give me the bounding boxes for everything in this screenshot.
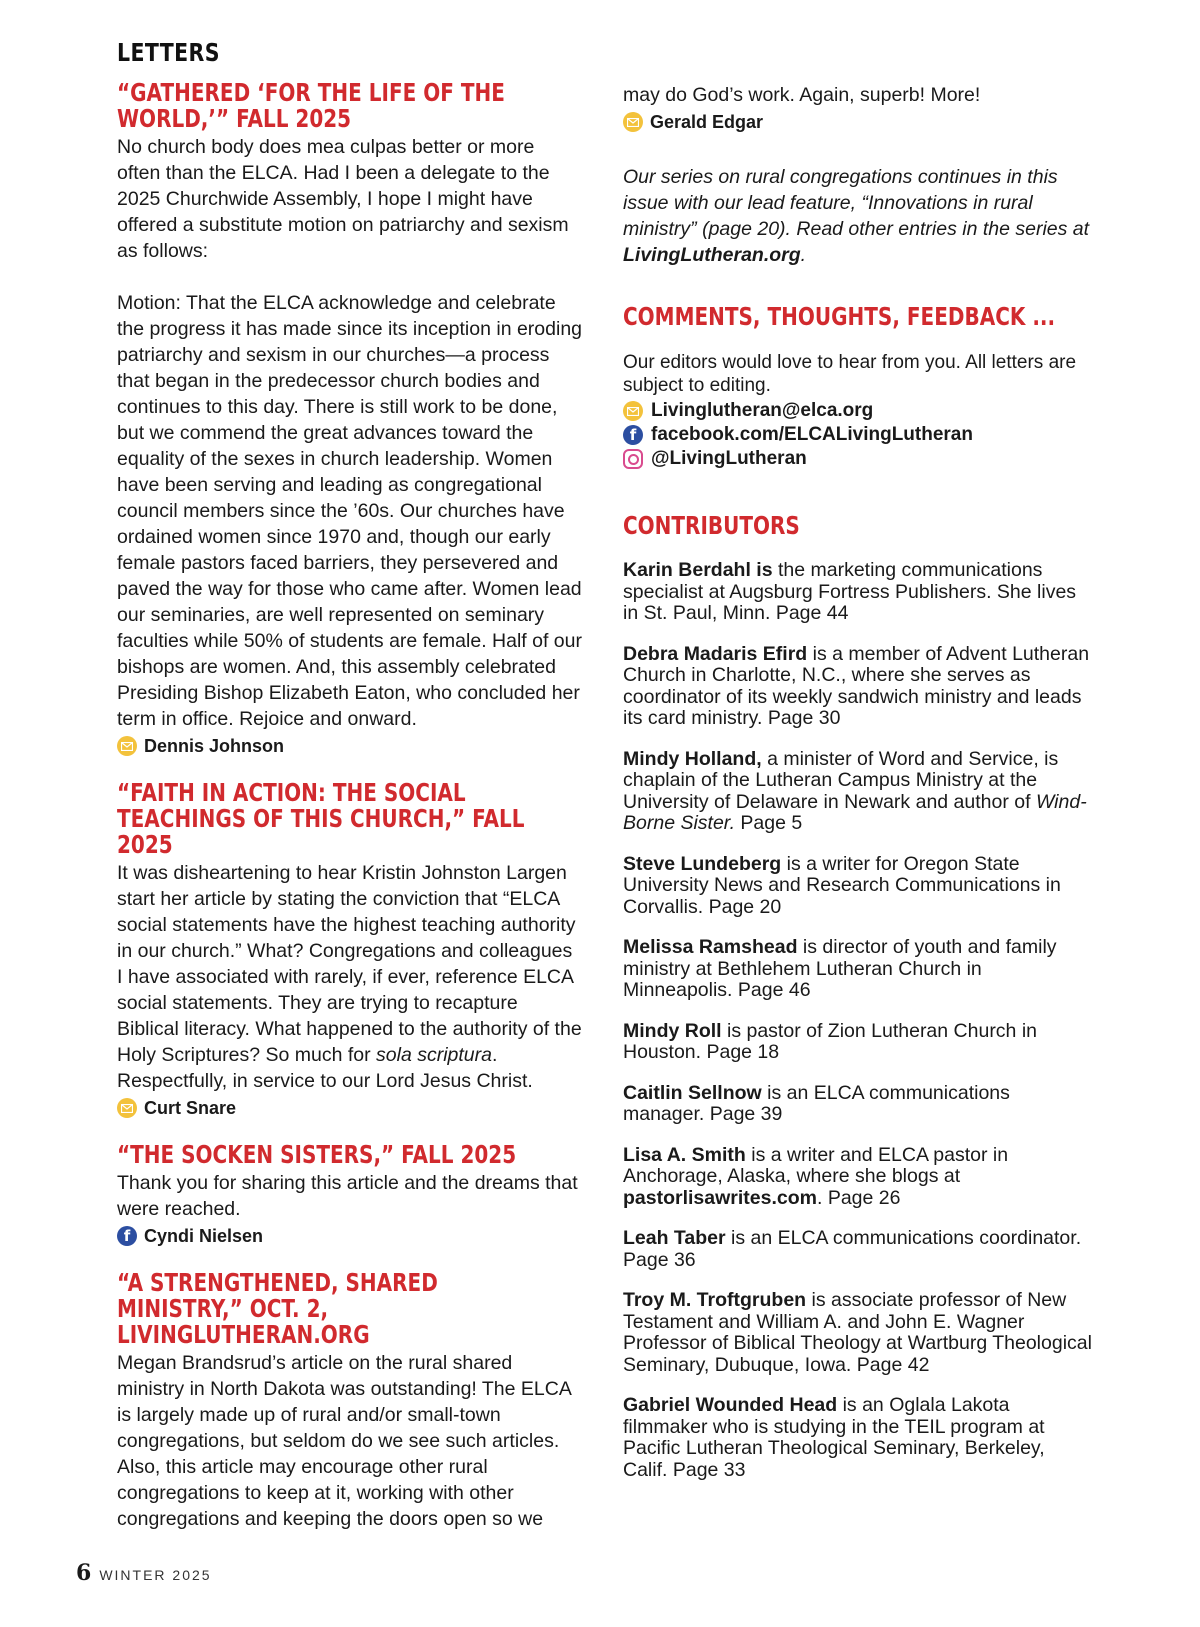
letter-author: Dennis Johnson bbox=[144, 736, 285, 756]
letter-headline: “GATHERED ‘FOR THE LIFE OF THE WORLD,’” FALL 2025 bbox=[117, 78, 505, 133]
letter-2 bbox=[117, 780, 582, 1120]
letter-3 bbox=[117, 1142, 582, 1248]
contributor-item: Debra Madaris Efird is a member of Advent Lutheran Church in Charlotte, N.C., where she serves as coordinator of its weekly sandwich ministry and leads its card ministry. Page 30 bbox=[623, 642, 1090, 729]
contributor-item: Melissa Ramshead is director of youth and family ministry at Bethlehem Lutheran Church in Minneapolis. Page 46 bbox=[623, 936, 1057, 1001]
right-column bbox=[623, 82, 1093, 1500]
letter-continuation: may do God’s work. Again, superb! More! bbox=[623, 84, 981, 106]
email-link[interactable]: Livinglutheran@elca.org bbox=[651, 400, 874, 421]
letter-byline bbox=[117, 1224, 582, 1248]
facebook-icon: f bbox=[117, 1226, 137, 1246]
contributor-item: Caitlin Sellnow is an ELCA communications manager. Page 39 bbox=[623, 1081, 1010, 1125]
contributor-item: Leah Taber is an ELCA communications coordinator. Page 36 bbox=[623, 1227, 1082, 1271]
page-number: 6 bbox=[76, 1560, 92, 1586]
letter-headline: “A STRENGTHENED, SHARED MINISTRY,” OCT. 2, LIVINGLUTHERAN.ORG bbox=[117, 1268, 438, 1349]
contributors-heading: CONTRIBUTORS bbox=[623, 511, 800, 540]
issue-label: WINTER 2025 bbox=[99, 1567, 212, 1583]
letter-paragraph: No church body does mea culpas better or more often than the ELCA. Had I been a delegate to the 2025 Churchwide Assembly, I hope I might have offered a substitute motion on patriarchy and sexism as follows: bbox=[117, 136, 569, 262]
contributors-list bbox=[623, 560, 1093, 1481]
site-link[interactable]: LivingLutheran.org bbox=[623, 244, 801, 266]
letter-headline: “THE SOCKEN SISTERS,” FALL 2025 bbox=[117, 1140, 517, 1169]
letter-4 bbox=[117, 1270, 582, 1532]
contributor-item: Troy M. Troftgruben is associate professor of New Testament and William A. and John E. Wagner Professor of Biblical Theology at Wartburg Theological Seminary, Dubuque, Iowa. Page 42 bbox=[623, 1289, 1092, 1376]
letter-paragraph: It was disheartening to hear Kristin Johnston Largen start her article by stating the conviction that “ELCA social statements have the highest teaching authority in our church.” What? Congregations and colleagues I have associated with rarely, if ever, reference ELCA social statements. They are trying to recapture Biblical literacy. What happened to the authority of the Holy Scriptures? So much for sola scriptura. Respectfully, in service to our Lord Jesus Christ. bbox=[117, 862, 582, 1092]
letter-headline: “FAITH IN ACTION: THE SOCIAL TEACHINGS OF THIS CHURCH,” FALL 2025 bbox=[117, 778, 525, 859]
letter-author: Cyndi Nielsen bbox=[144, 1226, 264, 1246]
blog-link[interactable]: pastorlisawrites.com bbox=[623, 1186, 817, 1209]
letter-1 bbox=[117, 80, 582, 758]
editor-note: Our series on rural congregations continues in this issue with our lead feature, “Innovations in rural ministry” (page 20). Read other entries in the series at LivingLutheran.org. bbox=[623, 166, 1090, 266]
letters-column bbox=[117, 80, 582, 1554]
contributor-item: Lisa A. Smith is a writer and ELCA pastor in Anchorage, Alaska, where she blogs at pastorlisawrites.com. Page 26 bbox=[623, 1143, 1009, 1209]
contributor-item: Mindy Roll is pastor of Zion Lutheran Church in Houston. Page 18 bbox=[623, 1019, 1037, 1063]
contact-facebook[interactable] bbox=[623, 423, 1093, 447]
contributor-item: Mindy Holland, a minister of Word and Service, is chaplain of the Lutheran Campus Ministry at the University of Delaware in Newark and author of Wind-Borne Sister. Page 5 bbox=[623, 747, 1087, 834]
letter-byline bbox=[623, 110, 1093, 134]
letter-byline bbox=[117, 734, 582, 758]
page-footer bbox=[76, 1560, 212, 1586]
contributor-item: Steve Lundeberg is a writer for Oregon State University News and Research Communications in Corvallis. Page 20 bbox=[623, 852, 1061, 918]
letter-author: Curt Snare bbox=[144, 1098, 237, 1118]
contact-email[interactable] bbox=[623, 399, 1093, 423]
letter-paragraph: Megan Brandsrud’s article on the rural shared ministry in North Dakota was outstanding! The ELCA is largely made up of rural and/or small-town congregations, but seldom do we see such articles. Also, this article may encourage other rural congregations to keep at it, working with other congregations and keeping the doors open so we bbox=[117, 1352, 571, 1530]
facebook-link[interactable]: facebook.com/ELCALivingLutheran bbox=[651, 424, 973, 445]
contributor-item: Karin Berdahl is the marketing communications specialist at Augsburg Fortress Publishers. She lives in St. Paul, Minn. Page 44 bbox=[623, 559, 1077, 624]
contributor-item: Gabriel Wounded Head is an Oglala Lakota filmmaker who is studying in the TEIL program at Pacific Lutheran Theological Seminary, Berkeley, Calif. Page 33 bbox=[623, 1394, 1045, 1481]
letter-paragraph: Thank you for sharing this article and the dreams that were reached. bbox=[117, 1172, 578, 1220]
letter-author: Gerald Edgar bbox=[650, 112, 764, 132]
mail-icon bbox=[623, 112, 643, 132]
facebook-icon: f bbox=[623, 425, 643, 445]
instagram-icon bbox=[623, 449, 643, 469]
comments-heading: COMMENTS, THOUGHTS, FEEDBACK ... bbox=[623, 302, 1056, 331]
instagram-handle[interactable]: @LivingLutheran bbox=[651, 448, 807, 469]
mail-icon bbox=[117, 1098, 137, 1118]
comments-intro: Our editors would love to hear from you. All letters are subject to editing. bbox=[623, 352, 1077, 396]
mail-icon bbox=[117, 736, 137, 756]
mail-icon bbox=[623, 401, 643, 421]
letter-paragraph: Motion: That the ELCA acknowledge and celebrate the progress it has made since its inception in eroding patriarchy and sexism in our churches—a process that began in the predecessor church bodies and continues to this day. There is still work to be done, but we commend the great advances toward the equality of the sexes in church leadership. Women have been serving and leading as congregational council members since the ’60s. Our churches have ordained women since 1970 and, though our early female pastors faced barriers, they persevered and paved the way for those who came after. Women lead our seminaries, are well represented on seminary faculties while 50% of students are female. Half of our bishops are women. And, this assembly celebrated Presiding Bishop Elizabeth Eaton, who concluded her term in office. Rejoice and onward. bbox=[117, 292, 583, 730]
contact-instagram[interactable] bbox=[623, 447, 1093, 471]
letter-byline bbox=[117, 1096, 582, 1120]
section-title: LETTERS bbox=[117, 38, 220, 67]
